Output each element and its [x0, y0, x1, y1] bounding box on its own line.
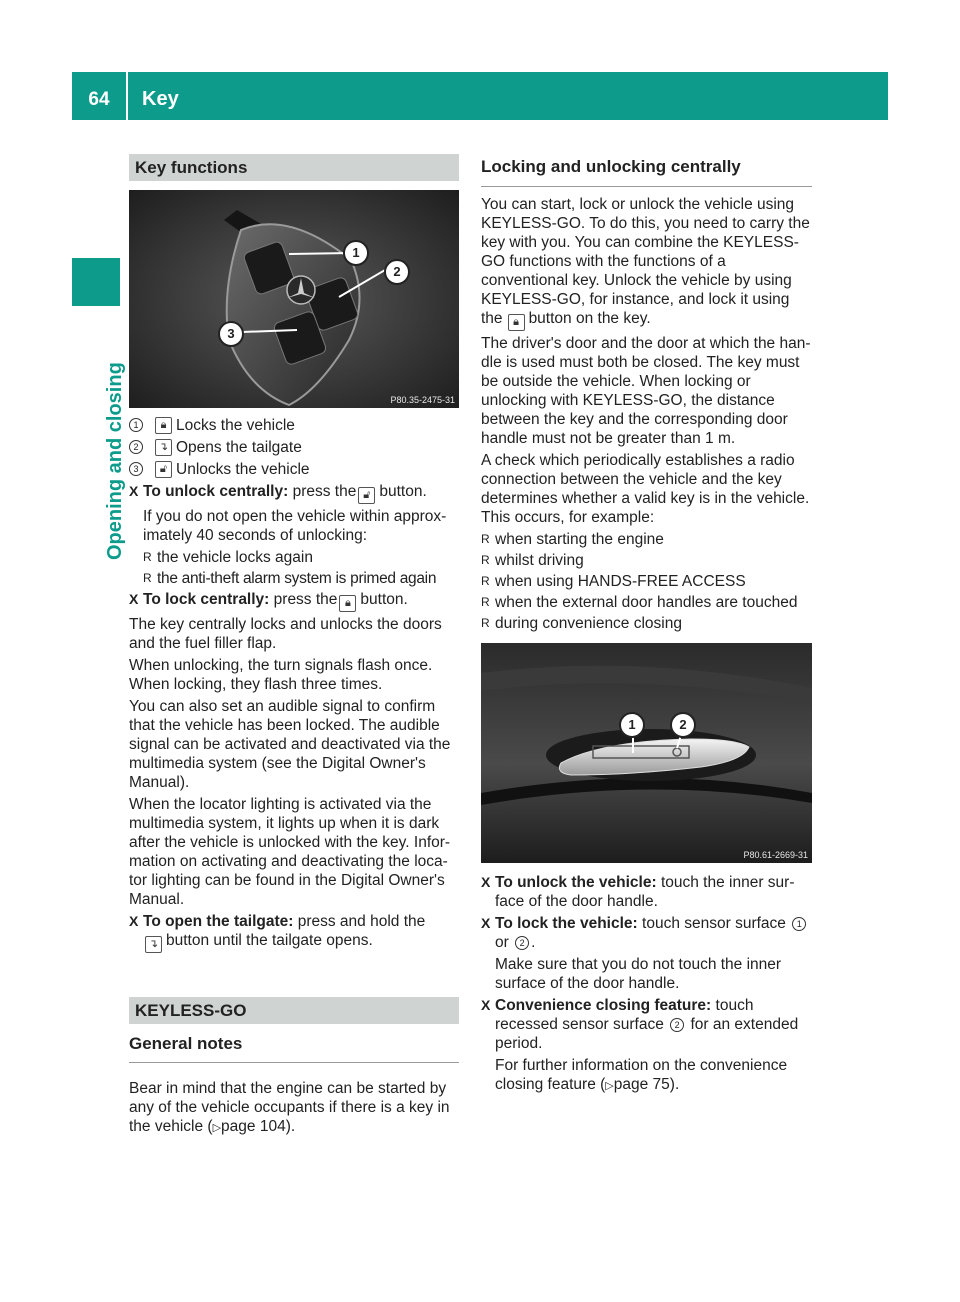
step-arrow-icon: X	[129, 591, 139, 607]
bullet-text: the anti-theft alarm system is primed again	[157, 570, 437, 587]
text: For further information on the convenience closing feature (	[495, 1057, 788, 1093]
text: ).	[669, 1076, 680, 1093]
step-text: touch sensor surface	[642, 915, 786, 932]
paragraph: The driver's door and the door at which the han-dle is used must both be closed. The key must be outside the vehicle. When locking or unlocking with KEYLESS-GO, the distance between the key and the corresponding door handle must not be greater than 1 m.	[481, 335, 811, 447]
paragraph: The key centrally locks and unlocks the doors and the fuel filler flap.	[129, 616, 442, 652]
list-item	[481, 530, 812, 549]
section-title-locking-unlocking: Locking and unlocking centrally	[481, 154, 812, 187]
step-convenience-closing	[481, 996, 812, 1053]
bullet-text: when starting the engine	[495, 531, 664, 548]
step-text: for an extended period.	[495, 1016, 799, 1052]
section-title-keyless-go: KEYLESS-GO	[129, 997, 459, 1024]
bullet-icon: R	[143, 550, 152, 564]
tailgate-icon: ↴	[145, 936, 162, 953]
step-unlock-centrally	[129, 482, 459, 504]
unlock-icon: 🔓︎	[155, 461, 172, 478]
ref-arrow-icon: ▷	[605, 1080, 614, 1092]
step-text: press the	[273, 591, 338, 608]
step-label: Convenience closing feature:	[495, 997, 712, 1014]
step-label: To open the tailgate:	[143, 913, 294, 930]
left-column	[129, 154, 459, 1141]
legend-number: 3	[129, 462, 143, 476]
right-column	[481, 154, 812, 1099]
bullet-icon: R	[481, 595, 490, 609]
step-label: To lock the vehicle:	[495, 915, 638, 932]
step-text: button.	[360, 591, 408, 608]
step-lock-vehicle	[481, 914, 812, 952]
page-title: Key	[142, 88, 179, 110]
ref-arrow-icon: ▷	[212, 1122, 222, 1134]
legend-item-unlock	[129, 458, 459, 480]
header-divider	[126, 72, 128, 120]
bullet-icon: R	[481, 616, 490, 630]
list-item	[143, 548, 459, 567]
legend-number: 1	[129, 418, 143, 432]
step-open-tailgate	[129, 912, 459, 953]
step-text: press and hold the	[297, 913, 426, 930]
convenience-note	[481, 1056, 812, 1096]
page-number: 64	[88, 89, 110, 110]
ref-number: 2	[515, 936, 529, 950]
callout-2: 2	[670, 712, 696, 738]
bullet-icon: R	[143, 571, 152, 585]
step-unlock-vehicle	[481, 873, 812, 911]
step-text: touch the inner sur-face of the door handle.	[495, 874, 795, 910]
legend-number: 2	[129, 440, 143, 454]
bullet-icon: R	[481, 532, 490, 546]
bullet-text: when the external door handles are touched	[495, 594, 798, 611]
list-item	[481, 614, 812, 633]
lock-icon: 🔒︎	[155, 417, 172, 434]
paragraph: When the locator lighting is activated via the multimedia system, it lights up when it is dark after the vehicle is unlocked with the key. Infor-mation on activating and deactivating the loca-tor lighting can be found in the Digital Owner's Manual.	[129, 796, 451, 908]
header-bar	[72, 72, 888, 120]
subsection-title-general-notes: General notes	[129, 1033, 459, 1063]
legend-text: Opens the tailgate	[176, 438, 302, 456]
step-text: button until the tailgate opens.	[166, 932, 373, 949]
list-item	[481, 572, 812, 591]
chapter-title-vertical: Opening and closing	[104, 362, 126, 560]
unlock-bullets	[129, 548, 459, 588]
step-text: touch recessed sensor surface	[495, 997, 754, 1033]
legend-item-tailgate	[129, 436, 459, 458]
step-label: To lock centrally:	[143, 591, 270, 608]
page-reference-link[interactable]: page 104	[221, 1118, 286, 1135]
figure-code: P80.35-2475-31	[390, 395, 455, 405]
step-text: or	[495, 934, 509, 951]
step-arrow-icon: X	[129, 483, 139, 499]
step-text: .	[531, 934, 536, 951]
figure-code: P80.61-2669-31	[743, 850, 808, 860]
unlock-note: If you do not open the vehicle within approx-imately 40 seconds of unlocking:	[143, 508, 447, 544]
unlock-icon: 🔓︎	[358, 487, 375, 504]
door-handle-figure	[481, 643, 812, 863]
step-lock-centrally	[129, 590, 459, 612]
text: Bear in mind that the engine can be started by any of the vehicle occupants if there is a key in the vehicle (	[129, 1080, 450, 1135]
general-notes-text	[129, 1079, 459, 1138]
legend-item-lock	[129, 414, 459, 436]
step-text: button.	[379, 483, 427, 500]
key-fob-figure	[129, 190, 459, 408]
door-handle-illustration	[481, 643, 812, 863]
list-item	[481, 551, 812, 570]
step-arrow-icon: X	[129, 913, 139, 929]
step-text: press the	[292, 483, 357, 500]
bullet-text: during convenience closing	[495, 615, 682, 632]
lock-icon: 🔒︎	[508, 314, 525, 331]
key-fob-illustration	[129, 190, 459, 408]
callout-3: 3	[218, 321, 244, 347]
page-reference-link[interactable]: page 75	[613, 1076, 670, 1093]
paragraph: You can also set an audible signal to confirm that the vehicle has been locked. The audible signal can be activated and deactivated via the multimedia system (see the Digital Owner's Manual).	[129, 698, 451, 791]
lock-icon: 🔒︎	[339, 595, 356, 612]
list-item	[481, 593, 812, 612]
step-label: To unlock the vehicle:	[495, 874, 657, 891]
bullet-text: the vehicle locks again	[157, 549, 313, 566]
callout-1: 1	[619, 712, 645, 738]
lock-note: Make sure that you do not touch the inner surface of the door handle.	[495, 956, 782, 992]
conditions-list	[481, 530, 812, 633]
legend-text: Locks the vehicle	[176, 416, 295, 434]
bullet-icon: R	[481, 553, 490, 567]
bullet-text: whilst driving	[495, 552, 584, 569]
legend-list	[129, 414, 459, 480]
paragraph	[481, 195, 812, 331]
callout-1: 1	[343, 240, 369, 266]
step-arrow-icon: X	[481, 915, 491, 931]
legend-text: Unlocks the vehicle	[176, 460, 310, 478]
step-arrow-icon: X	[481, 997, 491, 1013]
step-label: To unlock centrally:	[143, 483, 289, 500]
ref-number: 2	[670, 1018, 684, 1032]
paragraph: A check which periodically establishes a radio connection between the vehicle and the key determines whether a valid key is in the vehicle. This occurs, for example:	[481, 452, 810, 526]
list-item	[143, 569, 459, 588]
tailgate-icon: ↴	[155, 439, 172, 456]
text: You can start, lock or unlock the vehicle using KEYLESS-GO. To do this, you need to carry the key with you. You can combine the KEYLESS-GO functions with the functions of a conventional key. Unlock the vehicle by using KEYLESS-GO, for instance, and lock it using the	[481, 196, 810, 327]
bullet-icon: R	[481, 574, 490, 588]
section-title-key-functions: Key functions	[129, 154, 459, 181]
bullet-text: when using HANDS-FREE ACCESS	[495, 573, 746, 590]
paragraph: When unlocking, the turn signals flash once. When locking, they flash three times.	[129, 657, 433, 693]
text: button on the key.	[528, 310, 651, 327]
callout-2: 2	[384, 259, 410, 285]
side-tab-marker	[72, 258, 120, 306]
text: ).	[285, 1118, 296, 1135]
ref-number: 1	[792, 917, 806, 931]
step-arrow-icon: X	[481, 874, 491, 890]
